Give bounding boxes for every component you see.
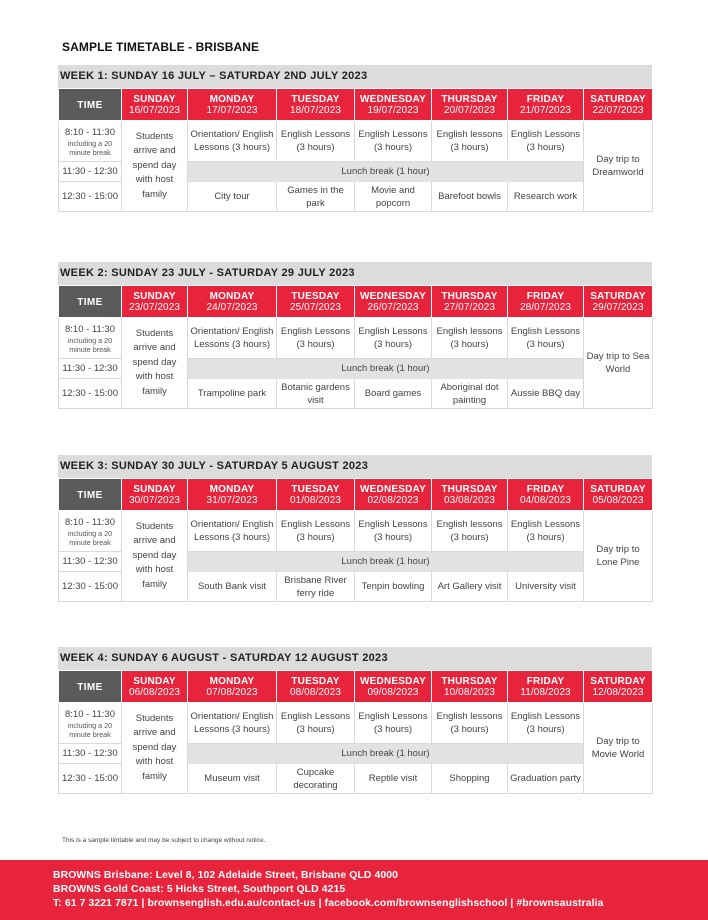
activity-cell: Brisbane River ferry ride <box>277 572 355 602</box>
activity-cell: English Lessons (3 hours) <box>355 511 432 552</box>
saturday-activity: Day trip to Lone Pine <box>584 511 653 602</box>
time-slot-morning <box>59 121 122 162</box>
time-slot-note: including a 20 minute break <box>67 138 113 157</box>
activity-cell: English Lessons (3 hours) <box>355 703 432 744</box>
day-date: 20/07/2023 <box>443 105 496 116</box>
day-name: WEDNESDAY <box>360 291 426 302</box>
activity-cell: English Lessons (3 hours) <box>355 318 432 359</box>
day-header-monday <box>188 89 277 121</box>
activity-cell: English Lessons (3 hours) <box>355 121 432 162</box>
activity-cell: English Lessons (3 hours) <box>277 121 355 162</box>
day-name: FRIDAY <box>526 484 565 495</box>
day-header-friday <box>508 286 584 318</box>
day-date: 29/07/2023 <box>592 302 644 313</box>
day-name: MONDAY <box>209 94 255 105</box>
day-header-thursday <box>432 479 508 511</box>
activity-cell: Trampoline park <box>188 379 277 409</box>
time-slot-afternoon: 12:30 - 15:00 <box>59 764 122 794</box>
time-slot-afternoon: 12:30 - 15:00 <box>59 572 122 602</box>
week-3-timetable <box>58 455 652 602</box>
day-header-wednesday <box>355 89 432 121</box>
day-name: SATURDAY <box>590 291 646 302</box>
disclaimer-note: This is a sample timtable and may be subject to change without notice. <box>62 837 266 844</box>
footer-brisbane-address: BROWNS Brisbane: Level 8, 102 Adelaide Street, Brisbane QLD 4000 <box>53 870 398 881</box>
time-header: TIME <box>59 286 122 318</box>
time-header: TIME <box>59 671 122 703</box>
day-name: SATURDAY <box>590 94 646 105</box>
day-name: MONDAY <box>209 484 255 495</box>
week-header: WEEK 3: SUNDAY 30 JULY - SATURDAY 5 AUGUST 2023 <box>58 455 652 478</box>
day-header-monday <box>188 671 277 703</box>
day-header-tuesday <box>277 286 355 318</box>
day-date: 11/08/2023 <box>520 687 571 698</box>
time-slot-label: 8:10 - 11:30 <box>64 516 115 528</box>
activity-cell: English Lessons (3 hours) <box>277 318 355 359</box>
time-slot-morning <box>59 703 122 744</box>
activity-cell: Aussie BBQ day <box>508 379 584 409</box>
day-name: FRIDAY <box>526 676 565 687</box>
day-name: SATURDAY <box>590 676 646 687</box>
day-header-sunday <box>122 286 188 318</box>
day-header-wednesday <box>355 479 432 511</box>
day-header-row <box>59 671 653 703</box>
week-4-timetable <box>58 647 652 794</box>
day-name: SUNDAY <box>133 676 176 687</box>
week-header: WEEK 1: SUNDAY 16 JULY – SATURDAY 2ND JULY 2023 <box>58 65 652 88</box>
morning-row <box>59 703 653 744</box>
day-header-tuesday <box>277 89 355 121</box>
day-date: 31/07/2023 <box>206 495 258 506</box>
activity-cell: Graduation party <box>508 764 584 794</box>
page-title: SAMPLE TIMETABLE - BRISBANE <box>62 40 260 54</box>
time-slot-note: including a 20 minute break <box>67 720 113 739</box>
day-date: 07/08/2023 <box>206 687 258 698</box>
day-header-friday <box>508 89 584 121</box>
activity-cell: Botanic gardens visit <box>277 379 355 409</box>
activity-cell: Art Gallery visit <box>432 572 508 602</box>
day-header-saturday <box>584 479 653 511</box>
activity-cell: Barefoot bowls <box>432 182 508 212</box>
day-name: MONDAY <box>209 676 255 687</box>
day-date: 04/08/2023 <box>519 495 572 506</box>
day-header-sunday <box>122 671 188 703</box>
day-date: 09/08/2023 <box>367 687 419 698</box>
day-header-row <box>59 89 653 121</box>
day-name: THURSDAY <box>441 94 498 105</box>
lunch-break: Lunch break (1 hour) <box>188 162 584 182</box>
sunday-activity: Students arrive and spend day with host family <box>122 511 188 602</box>
day-name: THURSDAY <box>441 676 498 687</box>
activity-cell: University visit <box>508 572 584 602</box>
saturday-activity: Day trip to Sea World <box>584 318 653 409</box>
footer-contact-links: T: 61 7 3221 7871 | brownsenglish.edu.au/contact-us | facebook.com/brownsenglishschool | #brownsaustralia <box>53 898 604 909</box>
day-header-row <box>59 286 653 318</box>
sunday-activity: Students arrive and spend day with host family <box>122 703 188 794</box>
activity-cell: English Lessons (3 hours) <box>277 703 355 744</box>
time-slot-label: 8:10 - 11:30 <box>64 323 115 335</box>
day-header-wednesday <box>355 671 432 703</box>
time-slot-morning <box>59 511 122 552</box>
day-date: 18/07/2023 <box>289 105 342 116</box>
sunday-activity: Students arrive and spend day with host family <box>122 318 188 409</box>
day-name: WEDNESDAY <box>360 94 426 105</box>
day-date: 27/07/2023 <box>443 302 496 313</box>
activity-cell: Museum visit <box>188 764 277 794</box>
morning-row <box>59 511 653 552</box>
activity-cell: Orientation/ English Lessons (3 hours) <box>188 318 277 359</box>
day-header-saturday <box>584 671 653 703</box>
timetable-grid <box>58 88 653 212</box>
activity-cell: Movie and popcorn <box>355 182 432 212</box>
activity-cell: Cupcake decorating <box>277 764 355 794</box>
activity-cell: English Lessons (3 hours) <box>508 318 584 359</box>
activity-cell: English lessons (3 hours) <box>432 511 508 552</box>
lunch-break: Lunch break (1 hour) <box>188 552 584 572</box>
time-slot-afternoon: 12:30 - 15:00 <box>59 379 122 409</box>
day-date: 21/07/2023 <box>519 105 572 116</box>
activity-cell: Orientation/ English Lessons (3 hours) <box>188 121 277 162</box>
day-name: TUESDAY <box>291 676 340 687</box>
activity-cell: City tour <box>188 182 277 212</box>
timetable-grid <box>58 285 653 409</box>
day-date: 02/08/2023 <box>367 495 419 506</box>
week-1-timetable <box>58 65 652 212</box>
day-date: 08/08/2023 <box>289 687 342 698</box>
saturday-activity: Day trip to Movie World <box>584 703 653 794</box>
day-name: TUESDAY <box>291 291 340 302</box>
activity-cell: English Lessons (3 hours) <box>508 703 584 744</box>
day-name: TUESDAY <box>291 484 340 495</box>
day-header-saturday <box>584 89 653 121</box>
day-name: THURSDAY <box>441 484 498 495</box>
activity-cell: Research work <box>508 182 584 212</box>
time-slot-lunch: 11:30 - 12:30 <box>59 552 122 572</box>
day-header-row <box>59 479 653 511</box>
day-date: 23/07/2023 <box>128 302 181 313</box>
day-header-tuesday <box>277 479 355 511</box>
day-header-friday <box>508 479 584 511</box>
time-slot-afternoon: 12:30 - 15:00 <box>59 182 122 212</box>
day-header-thursday <box>432 671 508 703</box>
day-name: SATURDAY <box>590 484 646 495</box>
morning-row <box>59 318 653 359</box>
day-header-saturday <box>584 286 653 318</box>
activity-cell: Board games <box>355 379 432 409</box>
time-slot-note: including a 20 minute break <box>67 335 113 354</box>
saturday-activity: Day trip to Dreamworld <box>584 121 653 212</box>
day-date: 03/08/2023 <box>443 495 496 506</box>
day-date: 17/07/2023 <box>206 105 258 116</box>
day-date: 06/08/2023 <box>128 687 181 698</box>
day-header-sunday <box>122 479 188 511</box>
week-header: WEEK 2: SUNDAY 23 JULY - SATURDAY 29 JULY 2023 <box>58 262 652 285</box>
activity-cell: Tenpin bowling <box>355 572 432 602</box>
day-header-wednesday <box>355 286 432 318</box>
activity-cell: South Bank visit <box>188 572 277 602</box>
time-slot-morning <box>59 318 122 359</box>
contact-footer <box>0 860 708 920</box>
day-name: MONDAY <box>209 291 255 302</box>
activity-cell: English lessons (3 hours) <box>432 318 508 359</box>
activity-cell: Shopping <box>432 764 508 794</box>
sunday-activity: Students arrive and spend day with host family <box>122 121 188 212</box>
activity-cell: English Lessons (3 hours) <box>277 511 355 552</box>
footer-goldcoast-address: BROWNS Gold Coast: 5 Hicks Street, Southport QLD 4215 <box>53 884 346 895</box>
day-date: 10/08/2023 <box>443 687 496 698</box>
activity-cell: Aboriginal dot painting <box>432 379 508 409</box>
activity-cell: English Lessons (3 hours) <box>508 511 584 552</box>
week-2-timetable <box>58 262 652 409</box>
day-header-thursday <box>432 89 508 121</box>
lunch-break: Lunch break (1 hour) <box>188 744 584 764</box>
time-slot-lunch: 11:30 - 12:30 <box>59 744 122 764</box>
day-date: 28/07/2023 <box>519 302 572 313</box>
time-slot-label: 8:10 - 11:30 <box>64 708 115 720</box>
day-name: SUNDAY <box>133 94 176 105</box>
day-date: 30/07/2023 <box>128 495 181 506</box>
time-slot-lunch: 11:30 - 12:30 <box>59 162 122 182</box>
week-header: WEEK 4: SUNDAY 6 AUGUST - SATURDAY 12 AUGUST 2023 <box>58 647 652 670</box>
activity-cell: English Lessons (3 hours) <box>508 121 584 162</box>
day-name: WEDNESDAY <box>360 676 426 687</box>
day-date: 01/08/2023 <box>289 495 342 506</box>
time-slot-lunch: 11:30 - 12:30 <box>59 359 122 379</box>
day-date: 12/08/2023 <box>592 687 644 698</box>
day-date: 24/07/2023 <box>206 302 258 313</box>
day-header-monday <box>188 286 277 318</box>
day-date: 16/07/2023 <box>128 105 181 116</box>
day-date: 25/07/2023 <box>289 302 342 313</box>
time-header: TIME <box>59 89 122 121</box>
lunch-break: Lunch break (1 hour) <box>188 359 584 379</box>
day-name: FRIDAY <box>526 291 565 302</box>
activity-cell: Orientation/ English Lessons (3 hours) <box>188 703 277 744</box>
day-name: FRIDAY <box>526 94 565 105</box>
day-name: TUESDAY <box>291 94 340 105</box>
day-name: WEDNESDAY <box>360 484 426 495</box>
day-date: 19/07/2023 <box>367 105 419 116</box>
activity-cell: English lessons (3 hours) <box>432 703 508 744</box>
day-name: THURSDAY <box>441 291 498 302</box>
day-name: SUNDAY <box>133 484 176 495</box>
activity-cell: Games in the park <box>277 182 355 212</box>
day-header-friday <box>508 671 584 703</box>
day-header-monday <box>188 479 277 511</box>
activity-cell: English lessons (3 hours) <box>432 121 508 162</box>
time-header: TIME <box>59 479 122 511</box>
day-date: 26/07/2023 <box>367 302 419 313</box>
timetable-grid <box>58 670 653 794</box>
timetable-grid <box>58 478 653 602</box>
day-name: SUNDAY <box>133 291 176 302</box>
day-date: 05/08/2023 <box>592 495 644 506</box>
day-header-sunday <box>122 89 188 121</box>
morning-row <box>59 121 653 162</box>
day-header-thursday <box>432 286 508 318</box>
time-slot-label: 8:10 - 11:30 <box>64 126 115 138</box>
day-date: 22/07/2023 <box>592 105 644 116</box>
day-header-tuesday <box>277 671 355 703</box>
activity-cell: Orientation/ English Lessons (3 hours) <box>188 511 277 552</box>
activity-cell: Reptile visit <box>355 764 432 794</box>
time-slot-note: including a 20 minute break <box>67 528 113 547</box>
